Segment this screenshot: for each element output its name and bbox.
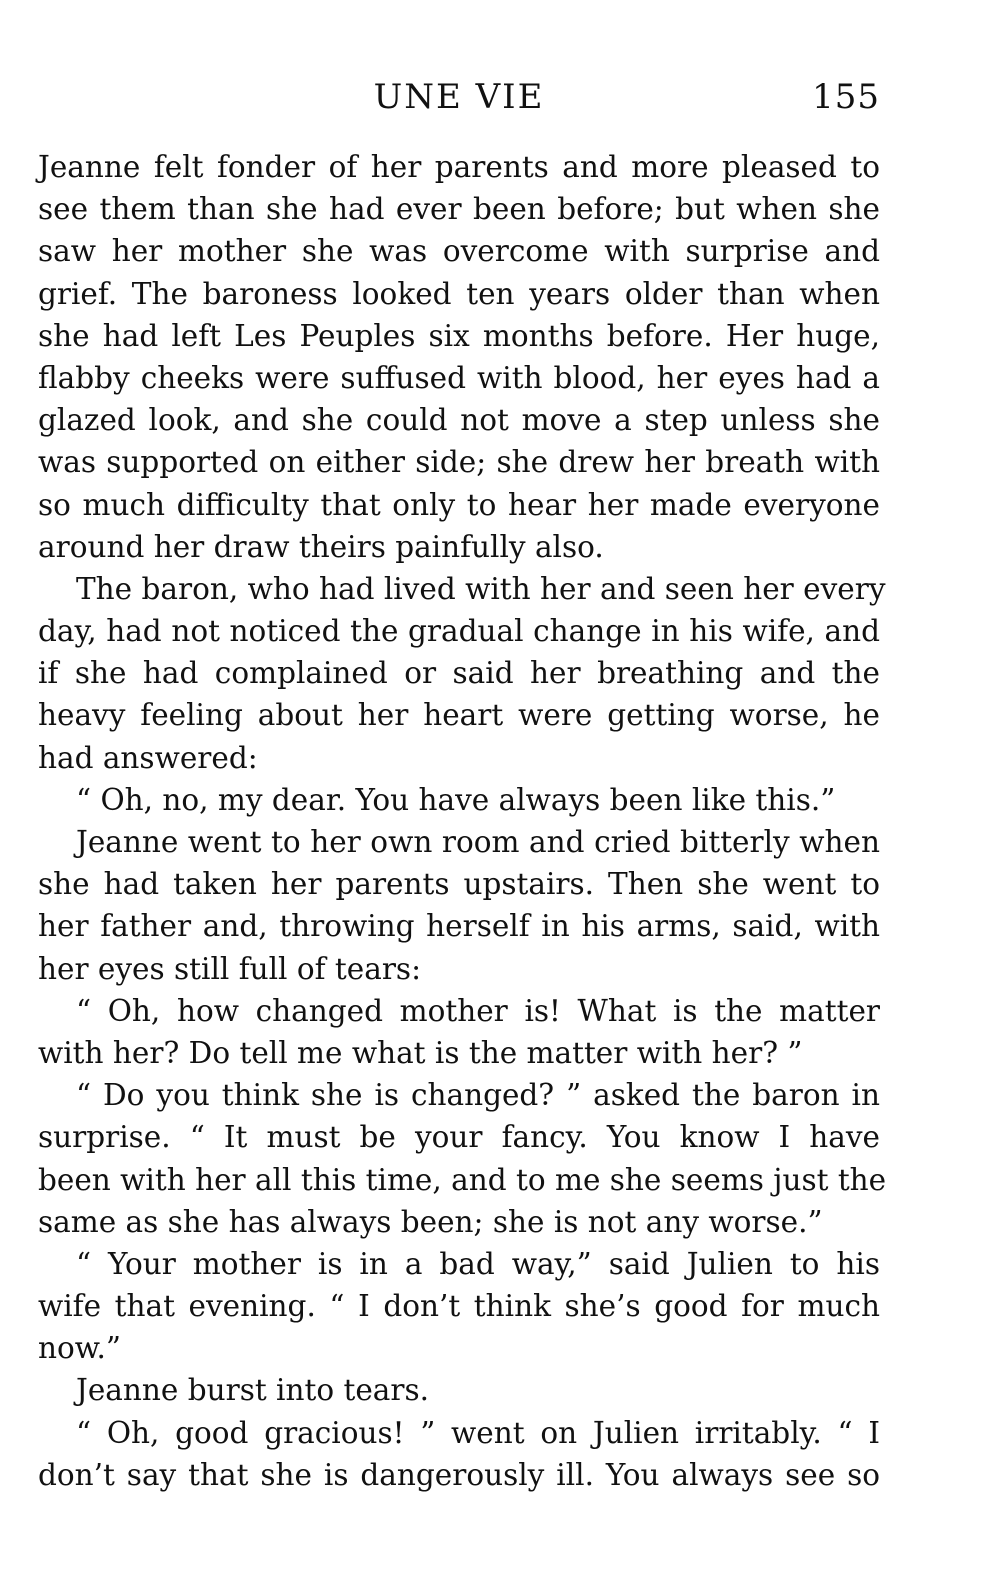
text-line: so much difficulty that only to hear her made everyone (38, 487, 880, 522)
text-line: “ Oh, good gracious! ” went on Julien irritably. “ I (76, 1415, 880, 1450)
text-line: “ Oh, how changed mother is! What is the matter (76, 993, 880, 1028)
text-line: had answered: (38, 740, 258, 775)
text-line: she had taken her parents upstairs. Then she went to (38, 867, 880, 902)
text-line: Jeanne burst into tears. (76, 1373, 430, 1408)
text-line: she had left Les Peuples six months before. Her huge, (38, 318, 880, 353)
text-line: Jeanne went to her own room and cried bitterly when (76, 825, 880, 859)
text-line: see them than she had ever been before; but when she (38, 192, 880, 227)
text-line: “ Oh, no, my dear. You have always been like this.” (76, 782, 836, 817)
text-line: if she had complained or said her breathing and the (38, 656, 880, 691)
body-text (38, 146, 887, 1496)
running-head: UNE VIE (373, 77, 545, 117)
text-line: was supported on either side; she drew her breath with (38, 445, 880, 480)
text-line: surprise. “ It must be your fancy. You know I have (38, 1120, 880, 1155)
text-line: The baron, who had lived with her and seen her every (76, 571, 886, 606)
text-line: “ Do you think she is changed? ” asked the baron in (76, 1078, 880, 1113)
text-line: heavy feeling about her heart were getting worse, he (38, 698, 880, 733)
text-line: saw her mother she was overcome with surprise and (38, 234, 880, 269)
text-line: been with her all this time, and to me she seems just the (38, 1162, 887, 1197)
text-line: now.” (38, 1331, 121, 1366)
text-line: wife that evening. “ I don’t think she’s good for much (38, 1289, 880, 1324)
text-line: around her draw theirs painfully also. (38, 529, 604, 564)
text-line: grief. The baroness looked ten years older than when (38, 276, 880, 311)
page-header (38, 72, 880, 122)
text-line: don’t say that she is dangerously ill. You always see so (38, 1457, 880, 1492)
text-line: her father and, throwing herself in his arms, said, with (38, 909, 880, 944)
text-line: “ Your mother is in a bad way,” said Julien to his (76, 1246, 880, 1281)
text-line: Jeanne felt fonder of her parents and more pleased to (38, 150, 880, 184)
page-number: 155 (812, 77, 880, 117)
text-line: her eyes still full of tears: (38, 951, 422, 986)
text-line: glazed look, and she could not move a step unless she (38, 403, 880, 438)
text-line: with her? Do tell me what is the matter with her? ” (38, 1035, 803, 1070)
text-line: day, had not noticed the gradual change in his wife, and (38, 614, 880, 649)
text-line: same as she has always been; she is not any worse.” (38, 1204, 823, 1239)
text-line: flabby cheeks were suffused with blood, her eyes had a (38, 360, 880, 395)
